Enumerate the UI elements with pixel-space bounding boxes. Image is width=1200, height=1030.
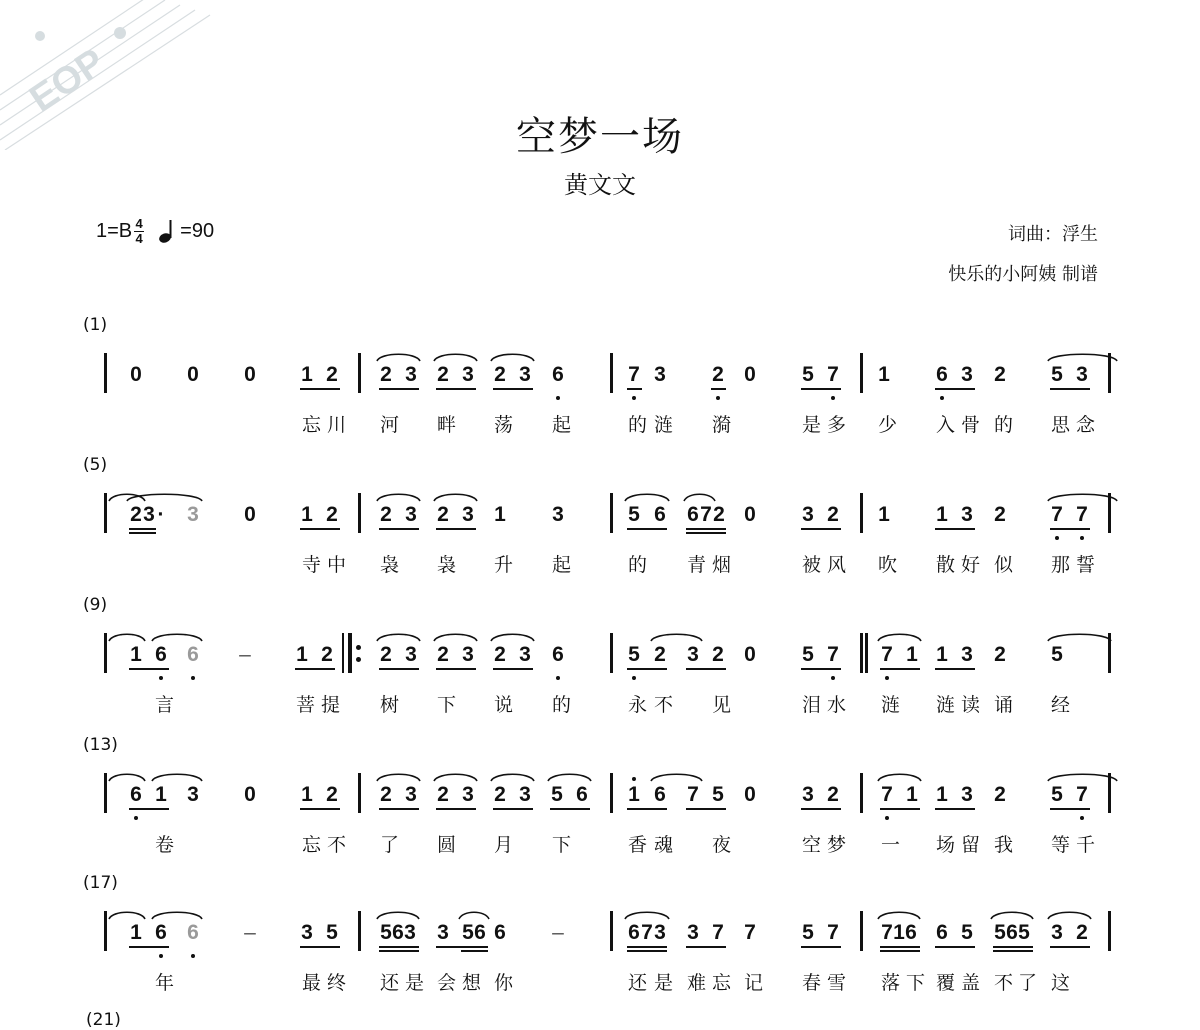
- note: 7: [877, 643, 897, 667]
- lyric-syllable: 涟: [880, 694, 901, 716]
- note: ·: [157, 503, 165, 526]
- lyric-syllable: 川: [326, 414, 347, 436]
- note: 1: [624, 783, 644, 807]
- note: 3: [687, 921, 699, 944]
- measure-number: (13): [83, 735, 118, 755]
- note: 1: [936, 643, 948, 666]
- lyric-syllable: 袅: [379, 554, 400, 576]
- lyric-syllable: 月: [493, 834, 514, 856]
- lyric-syllable: 骨: [960, 414, 981, 436]
- lyric-syllable: 多: [826, 414, 847, 436]
- note: 3: [187, 783, 199, 806]
- note: 2: [494, 643, 506, 666]
- lyric-syllable: 的: [993, 414, 1014, 436]
- lyric-syllable: 千: [1075, 834, 1096, 856]
- note: 3: [519, 643, 531, 666]
- note: 3: [552, 503, 564, 526]
- note: 1: [906, 643, 918, 666]
- lyric-syllable: 起: [551, 414, 572, 436]
- key-label: 1=B: [96, 219, 133, 242]
- lyric-syllable: 誓: [1075, 554, 1096, 576]
- lyric-syllable: 经: [1050, 694, 1071, 716]
- lyric-syllable: 雪: [826, 972, 847, 994]
- note: 6: [687, 503, 699, 526]
- note: 2: [1076, 921, 1088, 944]
- lyric-syllable: 终: [326, 972, 347, 994]
- note: 0: [744, 783, 756, 806]
- note: 2: [130, 503, 142, 526]
- lyric-syllable: 盖: [960, 972, 981, 994]
- note: 5: [802, 643, 814, 666]
- note: 6: [548, 363, 568, 387]
- lyric-syllable: 诵: [993, 694, 1014, 716]
- note: 3: [462, 363, 474, 386]
- lyric-syllable: 不: [993, 972, 1014, 994]
- note: 6: [548, 643, 568, 667]
- note: 6: [628, 921, 640, 944]
- lyric-syllable: 春: [801, 972, 822, 994]
- note: 7: [1072, 783, 1092, 807]
- note: 3: [519, 363, 531, 386]
- note: 3: [961, 783, 973, 806]
- slur-arc: [991, 912, 1033, 919]
- lyric-syllable: 留: [960, 834, 981, 856]
- lyric-syllable: 忘: [711, 972, 732, 994]
- note: 2: [713, 503, 725, 526]
- lyric-syllable: 忘: [301, 834, 322, 856]
- tempo-value: =90: [180, 219, 215, 242]
- note: 6: [151, 643, 171, 667]
- note: 6: [905, 921, 917, 944]
- lyric-syllable: 起: [551, 554, 572, 576]
- note: 5: [961, 921, 973, 944]
- note: 3: [1076, 363, 1088, 386]
- note: 3: [143, 503, 155, 526]
- time-signature: $\frac{4}{4}$: [135, 215, 143, 246]
- lyric-syllable: 袅: [436, 554, 457, 576]
- note: 6: [576, 783, 588, 806]
- lyric-syllable: 菩: [295, 694, 316, 716]
- lyric-syllable: 那: [1050, 554, 1071, 576]
- lyric-syllable: 青: [686, 554, 707, 576]
- note: 2: [712, 643, 724, 666]
- note: 7: [1072, 503, 1092, 527]
- note: 5: [624, 643, 644, 667]
- lyric-syllable: 吹: [877, 554, 898, 576]
- note: 6: [183, 643, 203, 667]
- lyric-syllable: 烟: [711, 554, 732, 576]
- note: 7: [641, 921, 653, 944]
- lyric-syllable: 涟: [935, 694, 956, 716]
- lyric-syllable: 升: [493, 554, 514, 576]
- note: 1: [893, 921, 905, 944]
- note: 3: [961, 503, 973, 526]
- lyric-syllable: 风: [826, 554, 847, 576]
- dash-extension: –: [552, 921, 564, 944]
- note: 0: [744, 643, 756, 666]
- note: 2: [380, 643, 392, 666]
- lyric-syllable: 提: [320, 694, 341, 716]
- note: 6: [654, 503, 666, 526]
- note: 6: [474, 921, 486, 944]
- note: 1: [878, 503, 890, 526]
- note: 2: [994, 503, 1006, 526]
- note: 2: [326, 783, 338, 806]
- lyric-syllable: 是: [404, 972, 425, 994]
- note: 2: [827, 503, 839, 526]
- lyric-syllable: 是: [801, 414, 822, 436]
- dash-extension: –: [239, 643, 251, 666]
- lyric-syllable: 还: [627, 972, 648, 994]
- note: 3: [405, 783, 417, 806]
- note: 6: [936, 921, 948, 944]
- measure-number: (21): [86, 1010, 121, 1030]
- note: 2: [994, 783, 1006, 806]
- note: 5: [326, 921, 338, 944]
- note: 2: [326, 363, 338, 386]
- watermark-text: EOP: [22, 40, 113, 121]
- lyric-syllable: 水: [826, 694, 847, 716]
- slur-arc: [625, 912, 669, 919]
- note: 2: [708, 363, 728, 387]
- lyric-syllable: 思: [1050, 414, 1071, 436]
- lyric-syllable: 似: [993, 554, 1014, 576]
- lyric-syllable: 不: [653, 694, 674, 716]
- lyric-syllable: 见: [711, 694, 732, 716]
- note: 6: [1006, 921, 1018, 944]
- note: 1: [301, 363, 313, 386]
- note: 7: [700, 503, 712, 526]
- note: 3: [405, 503, 417, 526]
- lyric-syllable: 夜: [711, 834, 732, 856]
- lyric-syllable: 念: [1075, 414, 1096, 436]
- lyric-syllable: 了: [1017, 972, 1038, 994]
- note: 2: [380, 503, 392, 526]
- note: 3: [187, 503, 199, 526]
- lyric-syllable: 梦: [826, 834, 847, 856]
- measure-number: (5): [83, 455, 108, 475]
- note: 5: [462, 921, 474, 944]
- lyric-syllable: 漪: [711, 414, 732, 436]
- lyric-syllable: 会: [436, 972, 457, 994]
- note: 5: [1051, 783, 1063, 806]
- note: 3: [519, 783, 531, 806]
- lyric-syllable: 河: [379, 414, 400, 436]
- note: 5: [712, 783, 724, 806]
- lyric-syllable: 你: [493, 972, 514, 994]
- note: 2: [437, 503, 449, 526]
- note: 5: [802, 921, 814, 944]
- lyric-syllable: 了: [379, 834, 400, 856]
- note: 3: [1051, 921, 1063, 944]
- lyric-syllable: 读: [960, 694, 981, 716]
- note: 3: [462, 643, 474, 666]
- note: 5: [802, 363, 814, 386]
- note: 3: [405, 363, 417, 386]
- note: 2: [321, 643, 333, 666]
- note: 5: [994, 921, 1006, 944]
- note: 6: [932, 363, 952, 387]
- slur-arc: [459, 912, 489, 919]
- note: 3: [301, 921, 313, 944]
- note: 5: [1051, 643, 1063, 666]
- lyrics-music-credit: 词曲：浮生: [1008, 224, 1098, 245]
- slur-arc: [109, 912, 145, 919]
- measure-number: (1): [83, 315, 108, 335]
- note: 5: [628, 503, 640, 526]
- note: 7: [687, 783, 699, 806]
- lyric-syllable: 魂: [653, 834, 674, 856]
- note: 1: [494, 503, 506, 526]
- slur-arc: [1048, 912, 1091, 919]
- lyric-syllable: 我: [993, 834, 1014, 856]
- note: 2: [437, 363, 449, 386]
- lyric-syllable: 畔: [436, 414, 457, 436]
- note: 6: [654, 783, 666, 806]
- lyric-syllable: 覆: [935, 972, 956, 994]
- lyric-syllable: 说: [493, 694, 514, 716]
- lyric-syllable: 下: [905, 972, 926, 994]
- lyric-syllable: 散: [935, 554, 956, 576]
- note: 3: [802, 503, 814, 526]
- note: 2: [380, 363, 392, 386]
- note: 3: [462, 783, 474, 806]
- note: 5: [1018, 921, 1030, 944]
- note: 2: [437, 783, 449, 806]
- note: 0: [744, 503, 756, 526]
- note: 5: [1051, 363, 1063, 386]
- note: 1: [936, 783, 948, 806]
- note: 3: [437, 921, 449, 944]
- lyric-syllable: 一: [880, 834, 901, 856]
- note: 1: [936, 503, 948, 526]
- note: 2: [994, 643, 1006, 666]
- note: 0: [244, 783, 256, 806]
- note: 3: [802, 783, 814, 806]
- measure-number: (9): [83, 595, 108, 615]
- note: 1: [878, 363, 890, 386]
- lyric-syllable: 树: [379, 694, 400, 716]
- transcriber-credit: 快乐的小阿姨 制谱: [948, 264, 1098, 285]
- note: 3: [654, 363, 666, 386]
- note: 1: [906, 783, 918, 806]
- note: 1: [130, 643, 142, 666]
- note: 0: [187, 363, 199, 386]
- note: 3: [654, 921, 666, 944]
- dash-extension: –: [244, 921, 256, 944]
- slur-arc: [377, 912, 419, 919]
- lyric-syllable: 卷: [154, 834, 175, 856]
- note: 6: [126, 783, 146, 807]
- lyric-syllable: 年: [154, 972, 175, 994]
- lyric-syllable: 泪: [801, 694, 822, 716]
- note: 1: [301, 783, 313, 806]
- lyric-syllable: 想: [461, 972, 482, 994]
- lyric-syllable: 等: [1050, 834, 1071, 856]
- note: 2: [437, 643, 449, 666]
- note: 6: [392, 921, 404, 944]
- note: 2: [994, 363, 1006, 386]
- note: 0: [744, 363, 756, 386]
- note: 7: [827, 921, 839, 944]
- lyric-syllable: 下: [436, 694, 457, 716]
- note: 1: [301, 503, 313, 526]
- note: 6: [151, 921, 171, 945]
- note: 0: [130, 363, 142, 386]
- note: 1: [296, 643, 308, 666]
- lyric-syllable: 中: [326, 554, 347, 576]
- note: 7: [823, 363, 843, 387]
- lyric-syllable: 落: [880, 972, 901, 994]
- note: 3: [961, 643, 973, 666]
- note: 5: [380, 921, 392, 944]
- note: 7: [877, 783, 897, 807]
- note: 2: [654, 643, 666, 666]
- slur-arc: [152, 912, 202, 919]
- note: 3: [687, 643, 699, 666]
- note: 2: [827, 783, 839, 806]
- lyric-syllable: 空: [801, 834, 822, 856]
- lyric-syllable: 被: [801, 554, 822, 576]
- lyric-syllable: 忘: [301, 414, 322, 436]
- lyric-syllable: 少: [877, 414, 898, 436]
- note: 7: [712, 921, 724, 944]
- lyric-syllable: 的: [627, 554, 648, 576]
- song-title: 空梦一场: [516, 114, 684, 160]
- note: 3: [405, 643, 417, 666]
- lyric-syllable: 言: [154, 694, 175, 716]
- note: 7: [881, 921, 893, 944]
- lyric-syllable: 这: [1050, 972, 1071, 994]
- note: 7: [624, 363, 644, 387]
- lyric-syllable: 不: [326, 834, 347, 856]
- note: 6: [183, 921, 203, 945]
- artist-name: 黄文文: [564, 171, 636, 199]
- note: 1: [130, 921, 142, 944]
- note: 2: [494, 783, 506, 806]
- lyric-syllable: 寺: [301, 554, 322, 576]
- lyric-syllable: 还: [379, 972, 400, 994]
- lyric-syllable: 下: [551, 834, 572, 856]
- lyric-syllable: 难: [686, 972, 707, 994]
- note: 2: [380, 783, 392, 806]
- lyric-syllable: 圆: [436, 834, 457, 856]
- lyric-syllable: 香: [627, 834, 648, 856]
- measure-number: (17): [83, 873, 118, 893]
- note: 5: [551, 783, 563, 806]
- note: 1: [155, 783, 167, 806]
- note: 0: [244, 363, 256, 386]
- note: 6: [494, 921, 506, 944]
- note: 3: [961, 363, 973, 386]
- lyric-syllable: 最: [301, 972, 322, 994]
- lyric-syllable: 涟: [653, 414, 674, 436]
- lyric-syllable: 的: [627, 414, 648, 436]
- lyric-syllable: 永: [627, 694, 648, 716]
- note: 7: [1047, 503, 1067, 527]
- note: 7: [823, 643, 843, 667]
- note: 2: [494, 363, 506, 386]
- note: 3: [404, 921, 416, 944]
- lyric-syllable: 好: [960, 554, 981, 576]
- lyric-syllable: 入: [935, 414, 956, 436]
- note: 0: [244, 503, 256, 526]
- lyric-syllable: 记: [743, 972, 764, 994]
- lyric-syllable: 荡: [493, 414, 514, 436]
- lyric-syllable: 场: [935, 834, 956, 856]
- slur-arc: [878, 912, 920, 919]
- lyric-syllable: 的: [551, 694, 572, 716]
- note: 3: [462, 503, 474, 526]
- note: 2: [326, 503, 338, 526]
- lyric-syllable: 是: [653, 972, 674, 994]
- note: 7: [744, 921, 756, 944]
